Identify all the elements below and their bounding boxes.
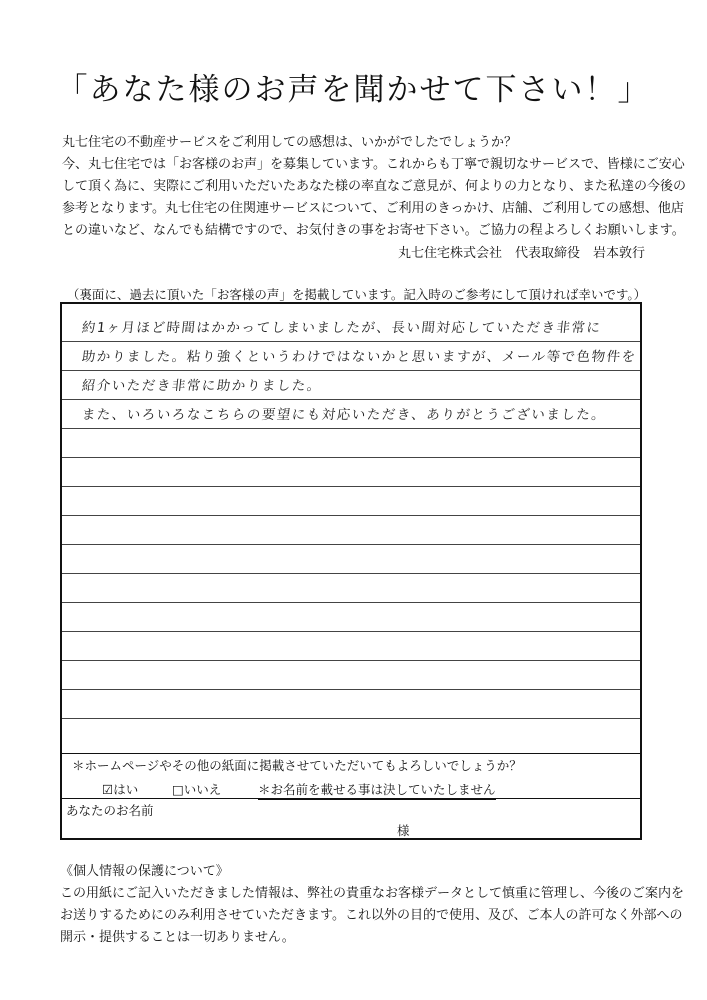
- name-suffix: 様: [397, 823, 410, 838]
- intro-line: 参考となります。丸七住宅の住関連サービスについて、ご利用のきっかけ、店舗、ご利用しての感想、他店: [62, 201, 684, 216]
- option-no-checkbox[interactable]: □いいえ: [172, 782, 222, 797]
- intro-line: して頂く為に、実際にご利用いただいたあなた様の率直なご意見が、何よりの力となり、また私達の今後の: [62, 179, 687, 194]
- privacy-line: 開示・提供することは一切ありません。: [60, 930, 295, 945]
- ruled-line: [62, 660, 640, 661]
- intro-line: 今、丸七住宅では「お客様のお声」を募集しています。これからも丁寧で親切なサービスで、皆様にご安心: [62, 157, 685, 172]
- ruled-line: [62, 718, 640, 719]
- ruled-line: [62, 689, 640, 690]
- ruled-line: [62, 399, 640, 400]
- name-label: あなたのお名前: [66, 803, 154, 818]
- comment-form-box: [60, 302, 642, 840]
- option-note: ＊お名前を載せる事は決していたしません: [258, 780, 496, 800]
- privacy-line: この用紙にご記入いただきました情報は、弊社の貴重なお客様データとして慎重に管理し、今後のご案内を: [60, 886, 685, 901]
- name-divider: [62, 798, 640, 799]
- handwritten-comment-line: 約1ヶ月ほど時間はかかってしまいましたが、長い間対応していただき非常に: [80, 320, 603, 336]
- permission-divider: [62, 753, 640, 754]
- ruled-line: [62, 486, 640, 487]
- ruled-line: [62, 457, 640, 458]
- intro-line: との違いなど、なんでも結構ですので、お気付きの事をお寄せ下さい。ご協力の程よろしくお願いします。: [62, 223, 685, 238]
- notice-text: （裏面に、過去に頂いた「お客様の声」を掲載しています。記入時のご参考にして頂ければ幸いです。）: [66, 287, 647, 302]
- ruled-line: [62, 370, 640, 371]
- intro-line: 丸七住宅の不動産サービスをご利用しての感想は、いかがでしたでしょうか？: [62, 135, 518, 150]
- handwritten-comment-line: 助かりました。粘り強くというわけではないかと思いますが、メール等で色物件を: [80, 349, 638, 365]
- ruled-line: [62, 341, 640, 342]
- ruled-line: [62, 544, 640, 545]
- privacy-text: [60, 883, 685, 949]
- privacy-line: お送りするためにのみ利用させていただきます。これ以外の目的で使用、及び、ご本人の許可なく外部への: [60, 908, 683, 923]
- ruled-line: [62, 602, 640, 603]
- ruled-line: [62, 515, 640, 516]
- handwritten-comment-line: 紹介いただき非常に助かりました。: [80, 378, 323, 394]
- ruled-line: [62, 428, 640, 429]
- ruled-line: [62, 631, 640, 632]
- privacy-title: 《個人情報の保護について》: [60, 864, 229, 879]
- permission-question: ＊ホームページやその他の紙面に掲載させていただいてもよろしいでしょうか？: [72, 758, 522, 773]
- handwritten-comment-line: また、いろいろなこちらの要望にも対応いただき、ありがとうございました。: [80, 407, 608, 423]
- page-title: 「あなた様のお声を聞かせて下さい！」: [56, 72, 651, 108]
- option-yes-checkbox[interactable]: ☑はい: [102, 782, 139, 797]
- intro-text: [62, 132, 687, 242]
- signature: 丸七住宅株式会社 代表取締役 岩本敦行: [397, 246, 645, 261]
- ruled-line: [62, 573, 640, 574]
